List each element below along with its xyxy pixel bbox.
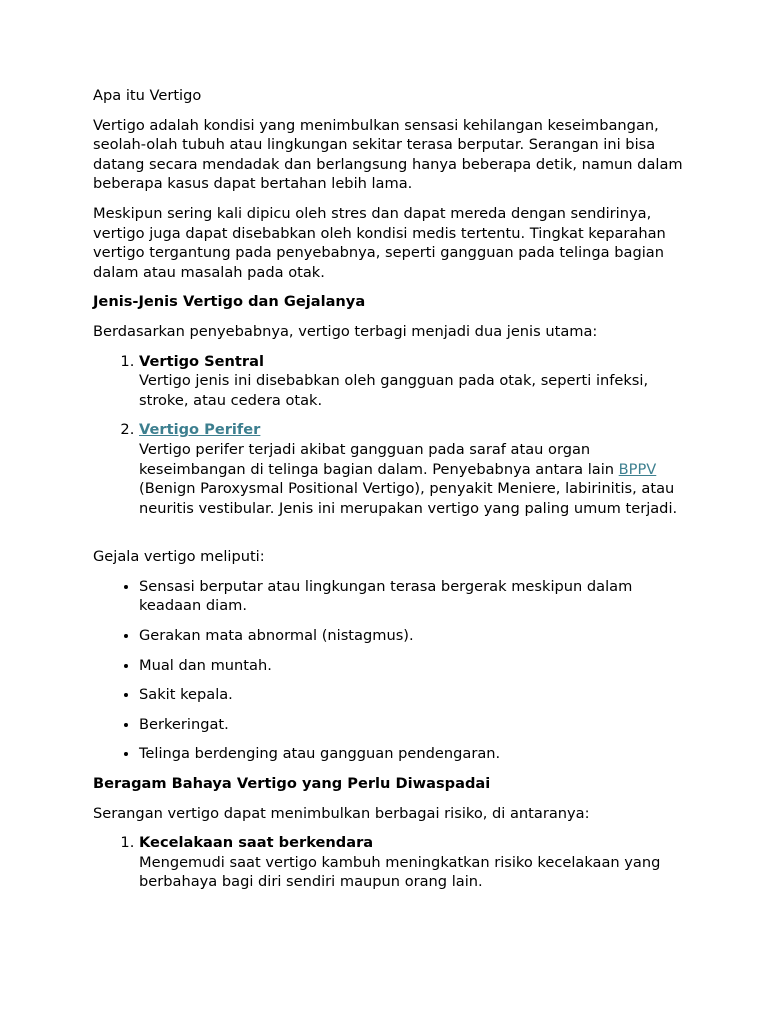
list-item: • Sensasi berputar atau lingkungan terasa bergerak meskipun dalam keadaan diam. [139, 577, 693, 616]
list-item [139, 352, 693, 411]
list-item: • Gerakan mata abnormal (nistagmus). [139, 626, 693, 646]
type-desc-central: Vertigo jenis ini disebabkan oleh gangguan pada otak, seperti infeksi, stroke, atau cedera otak. [139, 372, 649, 409]
dangers-heading: Beragam Bahaya Vertigo yang Perlu Diwaspadai [93, 775, 491, 793]
list-item: • Berkeringat. [139, 715, 693, 735]
symptoms-intro: Gejala vertigo meliputi: [93, 548, 265, 566]
dangers-list [93, 833, 693, 892]
type-link-peripheral[interactable]: Vertigo Perifer [139, 421, 261, 439]
list-item [139, 833, 693, 892]
list-item: • Mual dan muntah. [139, 656, 693, 676]
types-list [93, 352, 693, 519]
intro-paragraph-2: Meskipun sering kali dipicu oleh stres dan dapat mereda dengan sendirinya, vertigo juga dapat disebabkan oleh kondisi medis tertentu. Tingkat keparahan vertigo tergantung pada penyebabnya, seperti gangguan pada telinga bagian dalam atau masalah pada otak. [93, 204, 666, 281]
list-item [139, 420, 693, 518]
type-desc-peripheral-before: Vertigo perifer terjadi akibat gangguan pada saraf atau organ keseimbangan di telinga bagian dalam. Penyebabnya antara lain [139, 440, 619, 478]
type-title-central: 1. Vertigo Sentral [139, 352, 264, 370]
types-intro: Berdasarkan penyebabnya, vertigo terbagi menjadi dua jenis utama: [93, 322, 598, 340]
list-item: • Telinga berdenging atau gangguan pendengaran. [139, 744, 693, 764]
document-page [93, 86, 693, 902]
bppv-link[interactable]: BPPV [618, 460, 657, 478]
type-desc-peripheral-after: (Benign Paroxysmal Positional Vertigo), penyakit Meniere, labirinitis, atau neuritis vestibular. Jenis ini merupakan vertigo yang paling umum terjadi. [139, 480, 678, 517]
dangers-intro: Serangan vertigo dapat menimbulkan berbagai risiko, di antaranya: [93, 804, 590, 822]
list-item: • Sakit kepala. [139, 685, 693, 705]
type-desc-peripheral [139, 440, 693, 518]
intro-paragraph-1: Vertigo adalah kondisi yang menimbulkan sensasi kehilangan keseimbangan, seolah-olah tubuh atau lingkungan sekitar terasa berputar. Serangan ini bisa datang secara mendadak dan berlangsung hanya beberapa detik, namun dalam beberapa kasus dapat bertahan lebih lama. [93, 116, 683, 193]
blank-line [93, 528, 693, 547]
document-title: Apa itu Vertigo [93, 87, 202, 104]
danger-desc: Mengemudi saat vertigo kambuh meningkatkan risiko kecelakaan yang berbahaya bagi diri sendiri maupun orang lain. [139, 853, 661, 891]
symptoms-list [93, 577, 693, 764]
danger-title: 1. Kecelakaan saat berkendara [139, 834, 374, 852]
types-heading: Jenis-Jenis Vertigo dan Gejalanya [93, 293, 366, 311]
